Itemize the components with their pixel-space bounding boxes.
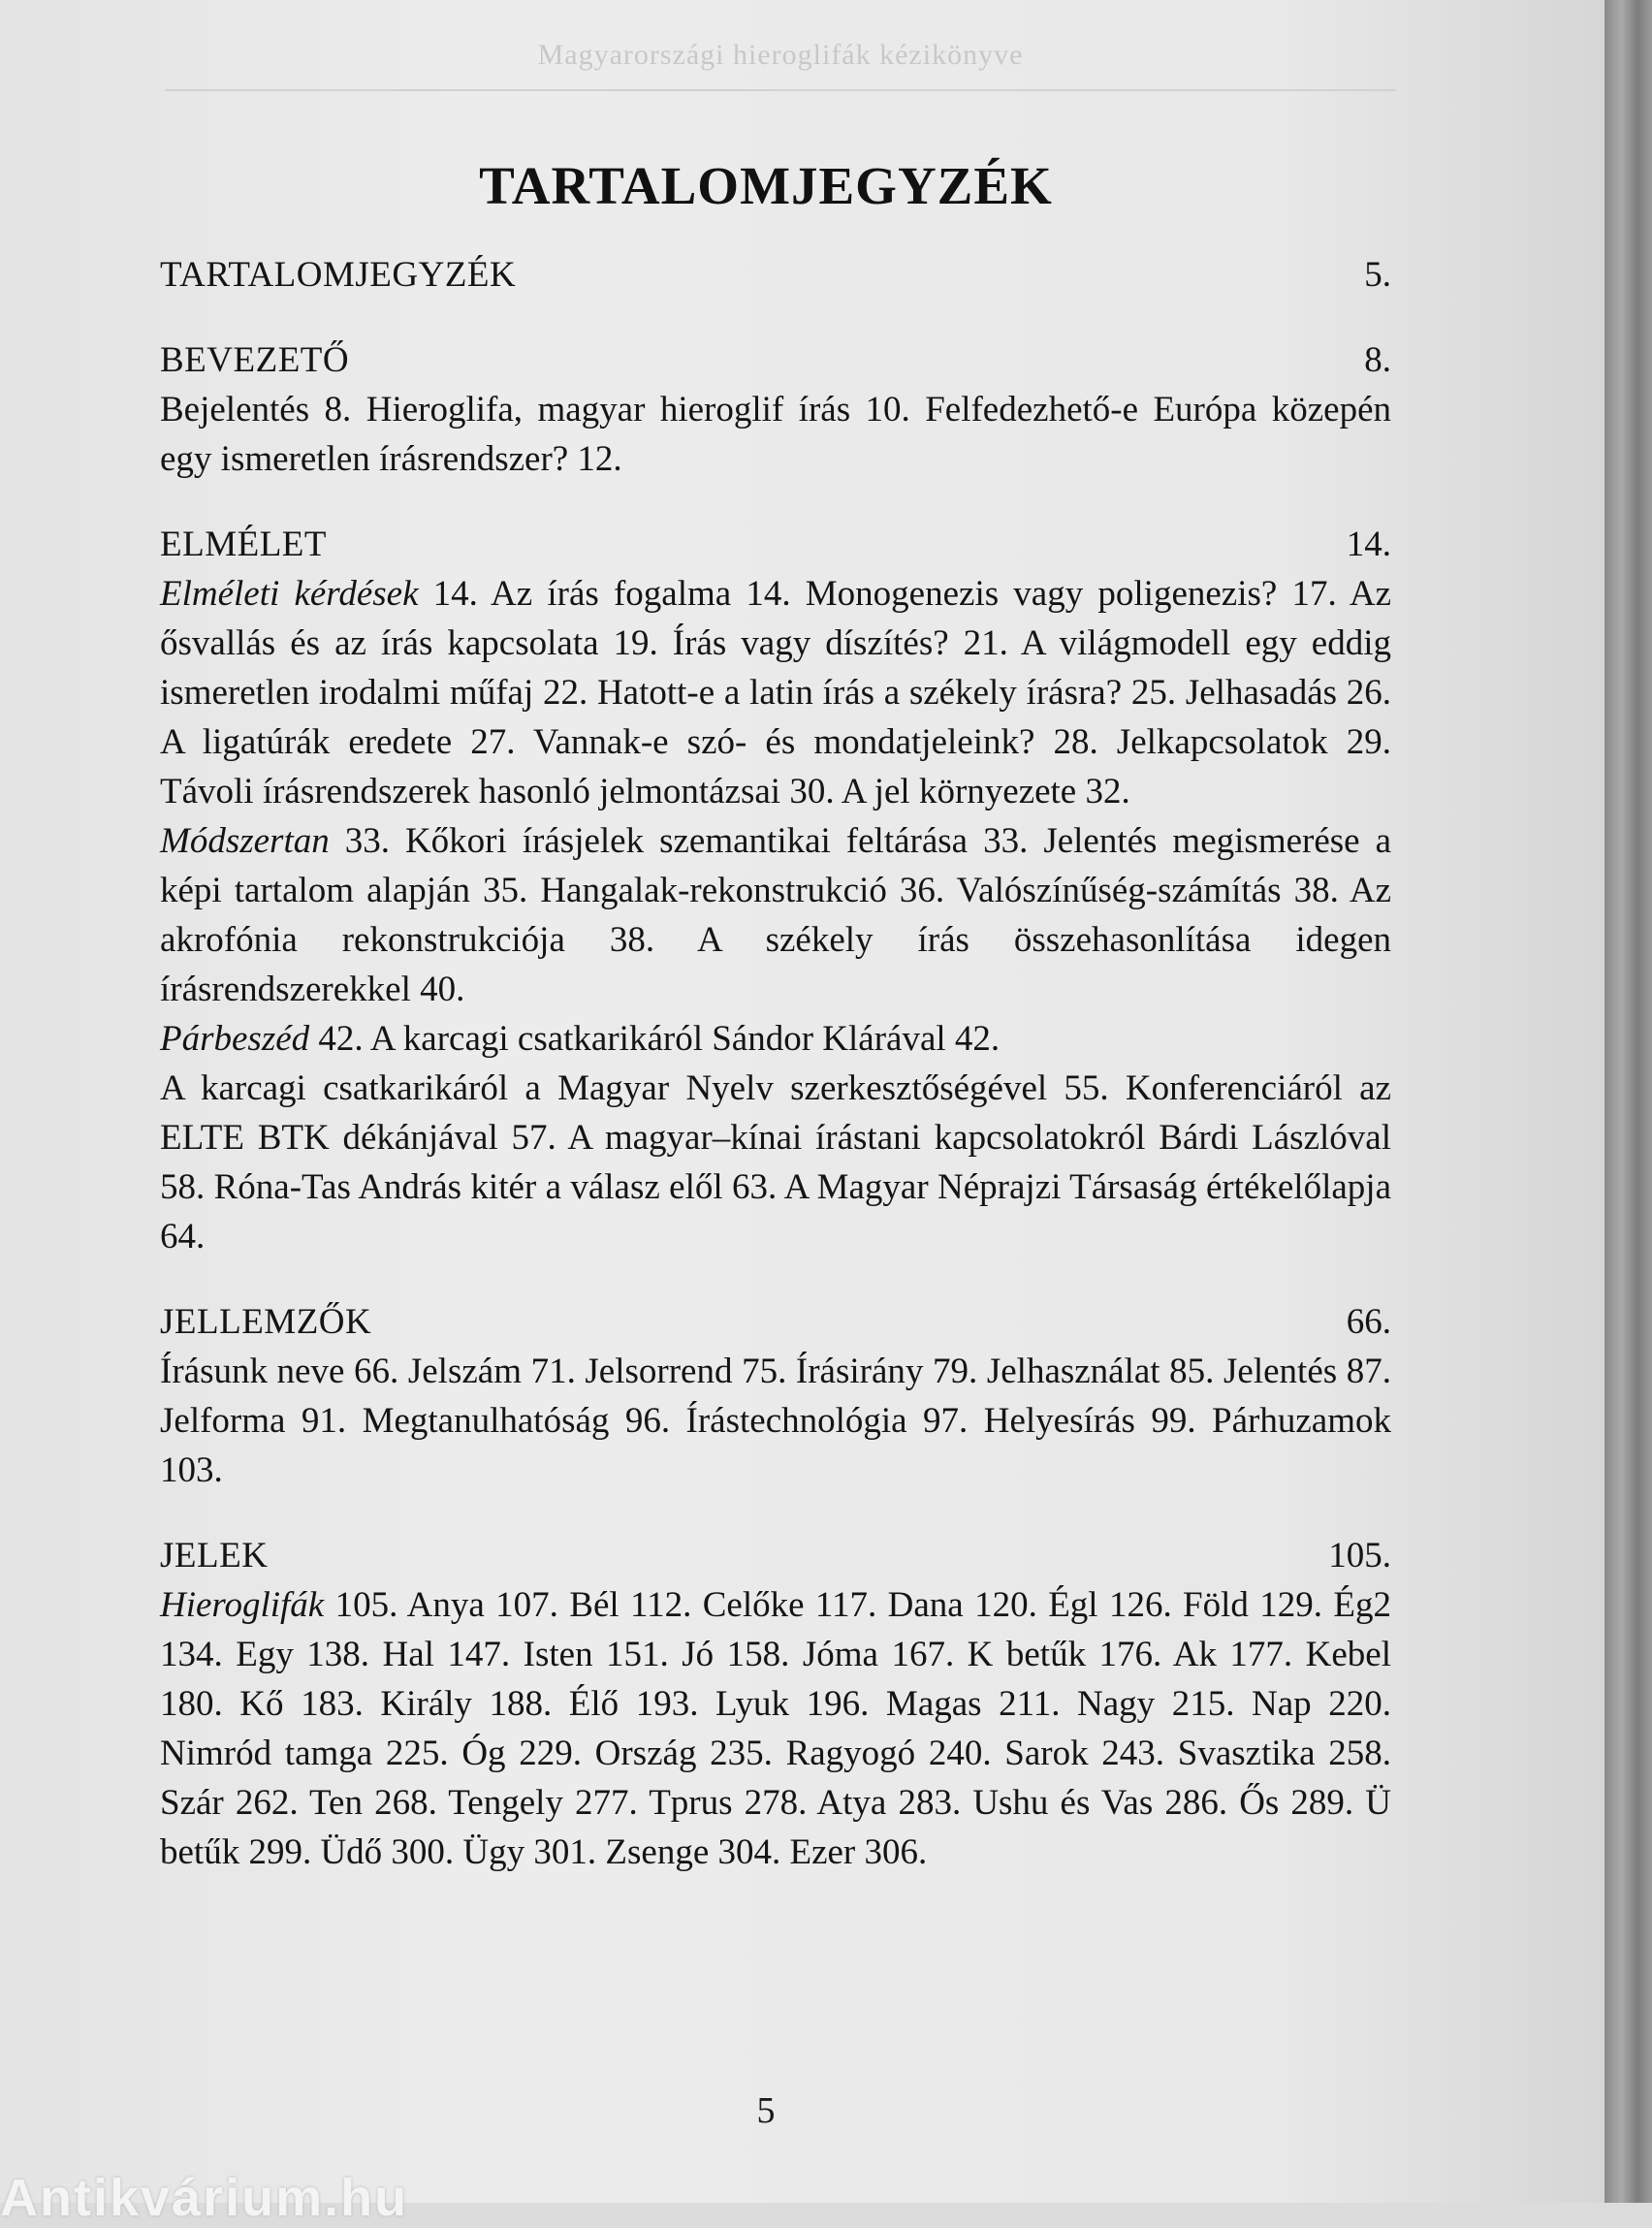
subsection-title: Párbeszéd [160,1019,310,1059]
toc-entry-paragraph [160,1580,1391,1877]
watermark-logo: Antikvárium.hu [0,2169,409,2227]
section-page-number: 105. [1328,1536,1391,1576]
toc-entry-paragraph [160,1347,1391,1495]
toc-entry-paragraph [160,385,1391,484]
toc-section-heading [160,1531,1391,1580]
book-spine-edge [1604,0,1652,2203]
toc-entry-paragraph [160,569,1391,816]
toc-section-heading [160,520,1391,569]
section-title: BEVEZETŐ [160,340,350,380]
section-title: JELEK [160,1536,269,1576]
toc-section-heading [160,250,1391,300]
toc-section-heading [160,1297,1391,1347]
running-head-rule [165,89,1396,91]
toc-section [160,335,1391,484]
toc-entries: 33. Kőkori írásjelek szemantikai feltárása 33. Jelentés megismerése a képi tartalom alapján 35. Hangalak-rekonstrukció 36. Valószínűség-számítás 38. Az akrofónia rekonstrukciója 38. A székely írás összehasonlítása idegen írásrendszerekkel 40. [160,821,1391,1009]
section-page-number: 14. [1346,525,1391,564]
toc-section [160,250,1391,300]
page-number: 5 [756,2090,776,2131]
toc-section-heading [160,335,1391,385]
section-page-number: 5. [1364,255,1391,295]
toc-section [160,1531,1391,1877]
section-title: JELLEMZŐK [160,1302,372,1342]
toc-entries: A karcagi csatkarikáról a Magyar Nyelv szerkesztőségével 55. Konferenciáról az ELTE BTK dékánjával 57. A magyar–kínai írástani kapcsolatokról Bárdi Lászlóval 58. Róna-Tas András kitér a válasz elől 63. A Magyar Néprajzi Társaság értékelőlapja 64. [160,1068,1391,1257]
toc-entries: 42. A karcagi csatkarikáról Sándor Klárával 42. [309,1019,1001,1059]
page-title: TARTALOMJEGYZÉK [479,156,1053,215]
subsection-title: Módszertan [160,821,330,861]
toc-entries: 105. Anya 107. Bél 112. Celőke 117. Dana 120. Égl 126. Föld 129. Ég2 134. Egy 138. Hal 147. Isten 151. Jó 158. Jóma 167. K betűk 176. Ak 177. Kebel 180. Kő 183. Király 188. Élő 193. Lyuk 196. Magas 211. Nagy 215. Nap 220. Nimród tamga 225. Óg 229. Ország 235. Ragyogó 240. Sarok 243. Svasztika 258. Szár 262. Ten 268. Tengely 277. Tprus 278. Atya 283. Ushu és Vas 286. Ős 289. Ü betűk 299. Üdő 300. Ügy 301. Zsenge 304. Ezer 306. [160,1585,1391,1872]
section-page-number: 8. [1364,340,1391,380]
toc-entries: Bejelentés 8. Hieroglifa, magyar hieroglif írás 10. Felfedezhető-e Európa közepén egy ismeretlen írásrendszer? 12. [160,390,1391,479]
subsection-title: Hieroglifák [160,1585,325,1625]
toc-entry-paragraph [160,816,1391,1014]
section-title: TARTALOMJEGYZÉK [160,255,517,295]
table-of-contents [160,250,1391,1913]
toc-entries: Írásunk neve 66. Jelszám 71. Jelsorrend 75. Írásirány 79. Jelhasználat 85. Jelentés 87. Jelforma 91. Megtanulhatóság 96. Írástechnológia 97. Helyesírás 99. Párhuzamok 103. [160,1352,1391,1490]
toc-entries: 14. Az írás fogalma 14. Monogenezis vagy poligenezis? 17. Az ősvallás és az írás kapcsolata 19. Írás vagy díszítés? 21. A világmodell egy eddig ismeretlen irodalmi műfaj 22. Hatott-e a latin írás a székely írásra? 25. Jelhasadás 26. A ligatúrák eredete 27. Vannak-e szó- és mondatjeleink? 28. Jelkapcsolatok 29. Távoli írásrendszerek hasonló jelmontázsai 30. A jel környezete 32. [160,574,1391,812]
toc-section [160,1297,1391,1495]
running-head: Magyarországi hieroglifák kézikönyve [537,39,1024,71]
subsection-title: Elméleti kérdések [160,574,419,614]
section-title: ELMÉLET [160,525,328,564]
toc-entry-paragraph [160,1064,1391,1261]
toc-entry-paragraph [160,1014,1391,1064]
section-page-number: 66. [1346,1302,1391,1342]
toc-section [160,520,1391,1261]
